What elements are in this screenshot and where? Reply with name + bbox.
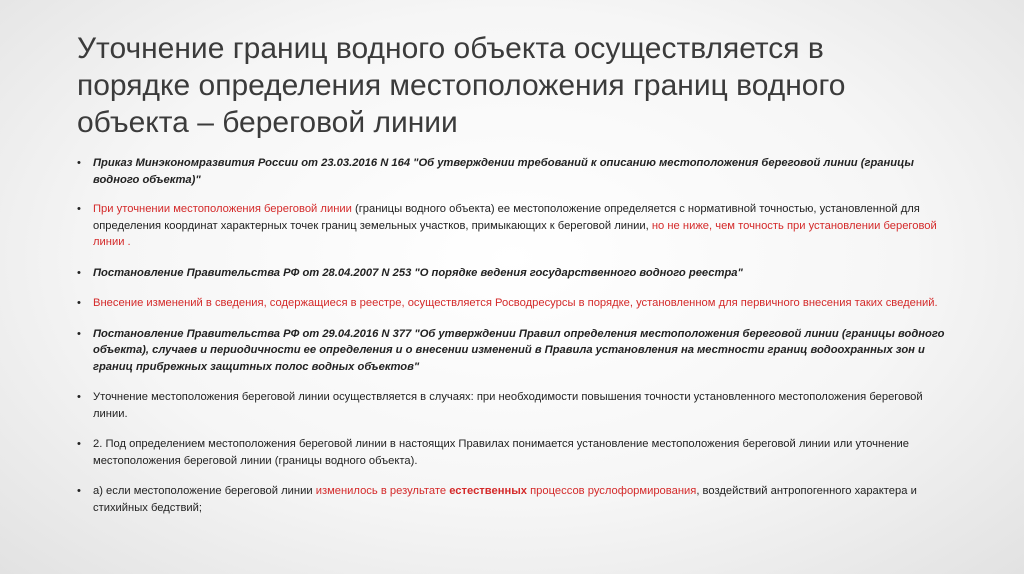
- bullet-icon: •: [77, 203, 81, 215]
- bullet-item-registry-changes: [77, 295, 957, 312]
- bullet-list: [77, 155, 957, 516]
- bullet-icon: •: [77, 485, 81, 497]
- bullet-icon: •: [77, 266, 81, 279]
- body-text: (границы водного объекта) ее местоположение определяется с нормативной точностью, установленной для определения координат характерных точек границ земельных участков, примыкающих к береговой линии,: [93, 203, 920, 232]
- bullet-item-definition: [77, 436, 957, 469]
- highlight-text: изменилось в результате: [315, 485, 450, 497]
- bullet-icon: •: [77, 391, 81, 403]
- bullet-icon: •: [77, 327, 81, 340]
- bullet-icon: •: [77, 297, 81, 309]
- bullet-item-decree-253: [77, 265, 957, 282]
- document-reference: Приказ Минэкономразвития России от 23.03.2016 N 164 "Об утверждении требований к описанию местоположения береговой линии (границы водного объекта)": [93, 157, 914, 186]
- body-text: 2. Под определением местоположения береговой линии в настоящих Правилах понимается установление местоположения береговой линии или уточнение местоположения береговой линии (границы водного объекта).: [93, 438, 909, 467]
- body-text: Уточнение местоположения береговой линии осуществляется в случаях: при необходимости повышения точности установленного местоположения береговой линии.: [93, 391, 923, 420]
- document-reference: Постановление Правительства РФ от 28.04.2007 N 253 "О порядке ведения государственного водного реестра": [93, 266, 743, 279]
- highlight-text: процессов руслоформирования: [527, 485, 697, 497]
- bullet-item-accuracy: [77, 201, 957, 251]
- highlight-text: но не ниже, чем точность при установлении береговой линии .: [93, 219, 937, 248]
- body-text: а) если местоположение береговой линии: [93, 485, 316, 497]
- document-reference: Постановление Правительства РФ от 29.04.2016 N 377 "Об утверждении Правил определения местоположения береговой линии (границы водного объекта), случаев и периодичности ее определения и о внесении изменений в Правила установления на местности границ водоохранных зон и границ прибрежных защитных полос водных объектов": [93, 327, 945, 373]
- bullet-item-clarification-cases: [77, 389, 957, 422]
- bullet-icon: •: [77, 157, 81, 169]
- bullet-icon: •: [77, 438, 81, 450]
- body-text: , воздействий антропогенного характера и стихийных бедствий;: [93, 485, 917, 514]
- highlight-text: Внесение изменений в сведения, содержащиеся в реестре, осуществляется Росводресурсы в порядке, установленном для первичного внесения таких сведений.: [93, 297, 938, 309]
- highlight-text: При уточнении местоположения береговой линии: [93, 203, 352, 215]
- bullet-item-order-164: [77, 155, 957, 188]
- highlight-bold-text: естественных: [449, 485, 528, 497]
- bullet-item-natural-processes: [77, 483, 957, 516]
- slide-title: Уточнение границ водного объекта осуществляется в порядке определения местоположения границ водного объекта – береговой линии: [77, 32, 846, 139]
- bullet-item-decree-377: [77, 326, 957, 376]
